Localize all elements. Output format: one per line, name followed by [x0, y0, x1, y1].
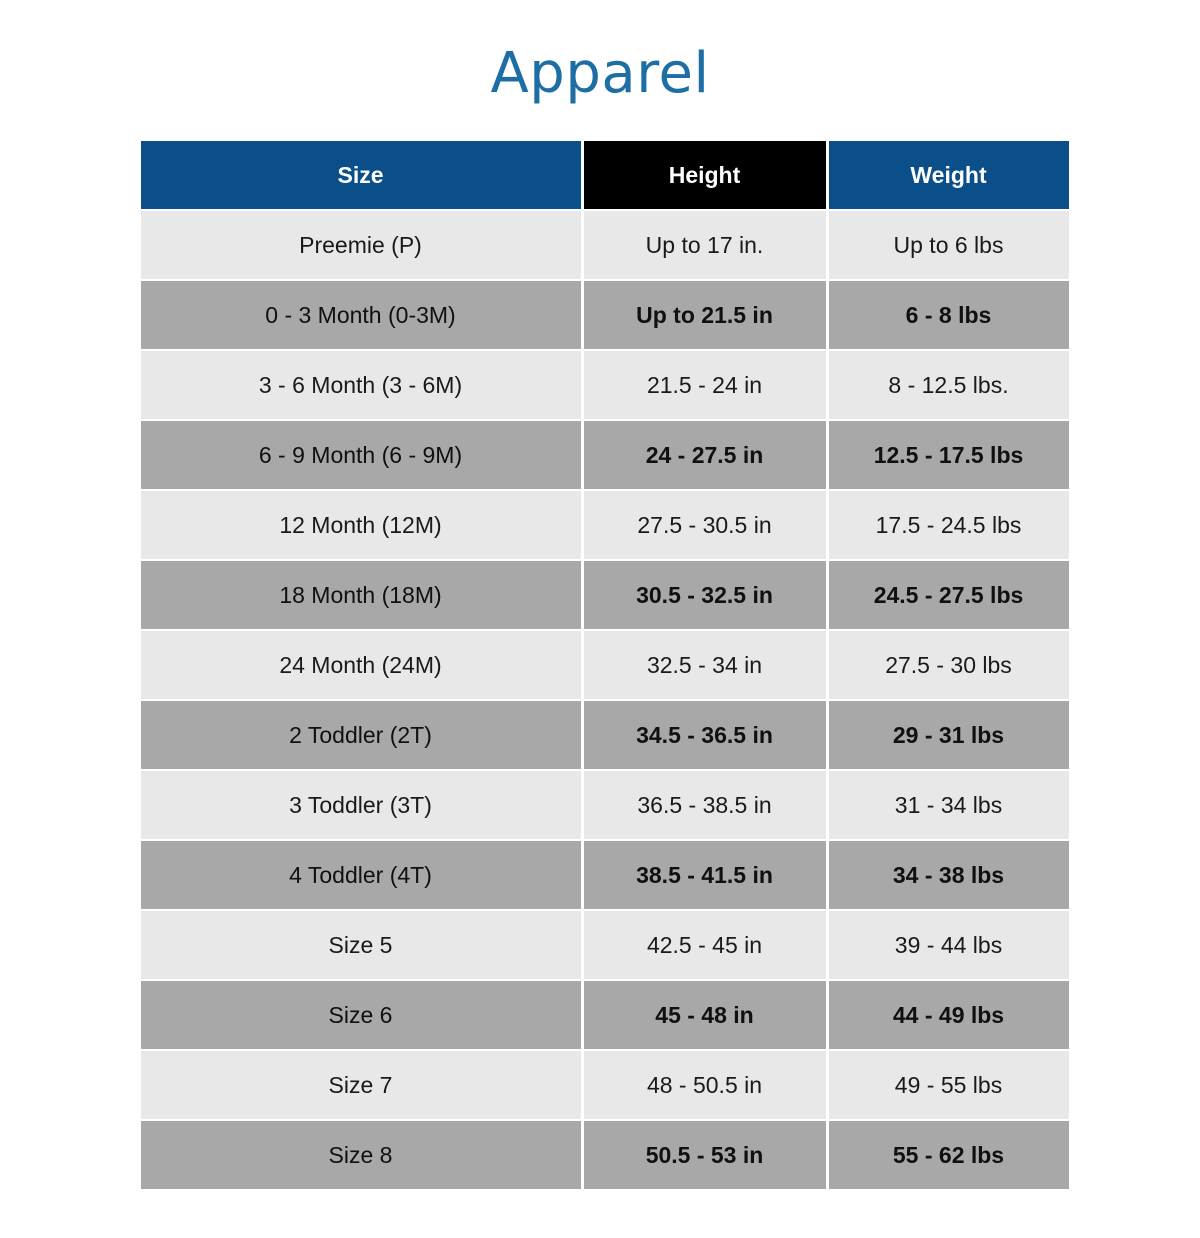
cell-weight: 8 - 12.5 lbs. [829, 351, 1069, 419]
table-row [141, 1051, 1069, 1119]
cell-weight: 49 - 55 lbs [829, 1051, 1069, 1119]
page-title: Apparel [490, 40, 710, 106]
cell-size: 3 Toddler (3T) [141, 771, 581, 839]
size-chart-table [138, 139, 1072, 1191]
table-row [141, 701, 1069, 769]
column-header-height: Height [584, 141, 826, 209]
cell-height: 30.5 - 32.5 in [584, 561, 826, 629]
cell-weight: 24.5 - 27.5 lbs [829, 561, 1069, 629]
table-row [141, 491, 1069, 559]
table-row [141, 281, 1069, 349]
table-row [141, 631, 1069, 699]
size-chart-table-wrapper [138, 139, 1063, 1191]
cell-height: 48 - 50.5 in [584, 1051, 826, 1119]
cell-height: 32.5 - 34 in [584, 631, 826, 699]
cell-size: 12 Month (12M) [141, 491, 581, 559]
column-header-size: Size [141, 141, 581, 209]
table-row [141, 841, 1069, 909]
table-row [141, 771, 1069, 839]
cell-height: 45 - 48 in [584, 981, 826, 1049]
cell-height: 50.5 - 53 in [584, 1121, 826, 1189]
cell-size: Preemie (P) [141, 211, 581, 279]
cell-weight: 55 - 62 lbs [829, 1121, 1069, 1189]
cell-weight: 12.5 - 17.5 lbs [829, 421, 1069, 489]
cell-height: 21.5 - 24 in [584, 351, 826, 419]
table-row [141, 421, 1069, 489]
cell-height: Up to 17 in. [584, 211, 826, 279]
table-row [141, 1121, 1069, 1189]
cell-size: 4 Toddler (4T) [141, 841, 581, 909]
table-row [141, 211, 1069, 279]
size-chart-page [0, 38, 1200, 1238]
table-row [141, 351, 1069, 419]
table-header [141, 141, 1069, 209]
cell-size: Size 7 [141, 1051, 581, 1119]
cell-size: 0 - 3 Month (0-3M) [141, 281, 581, 349]
cell-height: 24 - 27.5 in [584, 421, 826, 489]
cell-height: 38.5 - 41.5 in [584, 841, 826, 909]
cell-size: Size 5 [141, 911, 581, 979]
cell-weight: 27.5 - 30 lbs [829, 631, 1069, 699]
cell-height: 42.5 - 45 in [584, 911, 826, 979]
table-body [141, 211, 1069, 1189]
cell-size: 2 Toddler (2T) [141, 701, 581, 769]
cell-weight: 29 - 31 lbs [829, 701, 1069, 769]
cell-weight: Up to 6 lbs [829, 211, 1069, 279]
cell-height: Up to 21.5 in [584, 281, 826, 349]
cell-size: 18 Month (18M) [141, 561, 581, 629]
cell-size: 3 - 6 Month (3 - 6M) [141, 351, 581, 419]
cell-weight: 17.5 - 24.5 lbs [829, 491, 1069, 559]
table-row [141, 911, 1069, 979]
cell-weight: 39 - 44 lbs [829, 911, 1069, 979]
table-row [141, 981, 1069, 1049]
table-header-row [141, 141, 1069, 209]
cell-height: 34.5 - 36.5 in [584, 701, 826, 769]
cell-size: Size 8 [141, 1121, 581, 1189]
table-row [141, 561, 1069, 629]
cell-weight: 31 - 34 lbs [829, 771, 1069, 839]
cell-weight: 44 - 49 lbs [829, 981, 1069, 1049]
cell-height: 36.5 - 38.5 in [584, 771, 826, 839]
column-header-weight: Weight [829, 141, 1069, 209]
cell-size: 6 - 9 Month (6 - 9M) [141, 421, 581, 489]
cell-size: Size 6 [141, 981, 581, 1049]
cell-weight: 34 - 38 lbs [829, 841, 1069, 909]
cell-height: 27.5 - 30.5 in [584, 491, 826, 559]
cell-size: 24 Month (24M) [141, 631, 581, 699]
cell-weight: 6 - 8 lbs [829, 281, 1069, 349]
